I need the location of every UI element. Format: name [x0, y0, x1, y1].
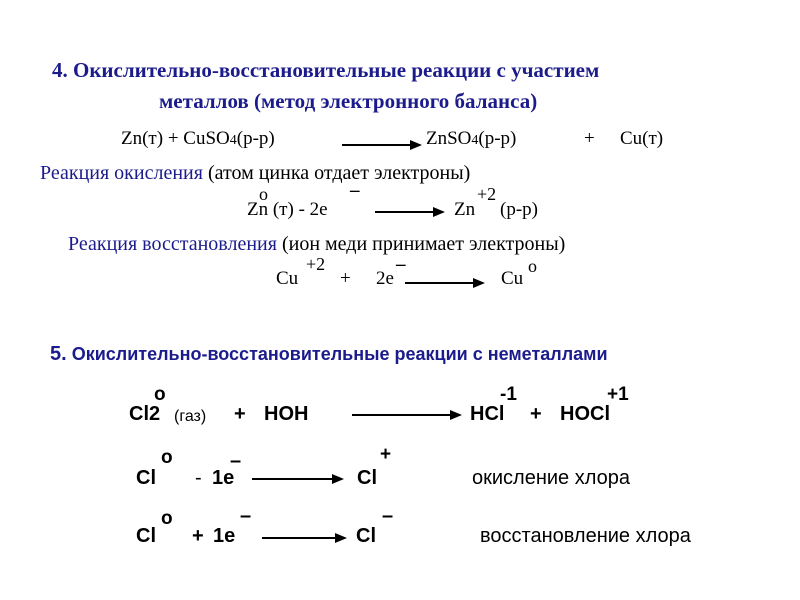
reduction-arrow: [405, 278, 485, 288]
reduction-note: (ион меди принимает электроны): [276, 233, 566, 255]
cl-ox-product: Cl: [357, 467, 377, 489]
electron-bar-4: –: [240, 505, 252, 527]
cl2-note: (газ): [174, 408, 207, 425]
cl-red-plus: +: [192, 525, 204, 547]
section5-number: 5.: [50, 343, 67, 365]
reduction-electrons: 2e: [376, 268, 394, 289]
oxidation-arrow: [375, 207, 445, 217]
electron-bar-3: –: [230, 450, 242, 472]
cl-ox-comment: окисление хлора: [472, 467, 630, 489]
electron-bar-2: –: [396, 254, 406, 275]
cl-ox-charge: o: [161, 447, 173, 468]
cu-product-charge: o: [528, 256, 537, 276]
cl2-formula: Cl2: [129, 403, 161, 425]
cuso4-subscript: 4: [229, 133, 237, 148]
reaction-arrow: [342, 140, 422, 150]
zn-product: Zn: [454, 199, 476, 220]
hcl-charge: -1: [500, 384, 517, 405]
cl-red-product: Cl: [356, 525, 376, 547]
znso4-state: (р-р): [478, 128, 517, 149]
reaction-plus-1: +: [234, 403, 246, 425]
reduction-plus: +: [340, 268, 351, 289]
electron-bar-1: –: [350, 180, 360, 201]
zn-charge: o: [259, 184, 268, 204]
cl-ox-minus: -: [195, 467, 202, 489]
main-equation-plus: +: [584, 128, 595, 149]
oxidation-label: Реакция окисления: [40, 162, 203, 184]
cl-red-product-charge: –: [382, 505, 394, 527]
zn-oxidation-left: Zn (т) - 2e: [247, 199, 328, 220]
cl-ox-formula: Cl: [136, 467, 156, 489]
znso4-formula: ZnSO: [426, 128, 472, 149]
cl-oxidation-arrow: [252, 474, 344, 484]
cu-ion: Cu: [276, 268, 299, 289]
cuso4-state: (р-р): [236, 128, 275, 149]
section5-title: [50, 343, 608, 366]
hocl-charge: +1: [607, 384, 629, 405]
znso4-subscript: 4: [471, 133, 479, 148]
reaction-plus-2: +: [530, 403, 542, 425]
main-equation-reactants: Zn(т) + CuSO: [121, 128, 230, 149]
section4-title-line2: металлов (метод электронного баланса): [159, 89, 538, 113]
zn-product-state: (р-р): [500, 199, 538, 220]
section5-title-text: Окислительно-восстановительные реакции с неметаллами: [66, 344, 608, 364]
main-equation-left: [121, 128, 275, 150]
cl2-charge: o: [154, 384, 166, 405]
cl-reduction-arrow: [262, 533, 347, 543]
main-equation-product2: Cu(т): [620, 128, 664, 149]
cu-ion-charge: +2: [306, 254, 326, 274]
zn-product-charge: +2: [477, 184, 497, 204]
cl-ox-electrons: 1e: [212, 467, 235, 489]
reduction-header: [68, 233, 565, 256]
oxidation-note: (атом цинка отдает электроны): [202, 162, 471, 184]
main-equation-product1: [426, 128, 516, 150]
cl-red-comment: восстановление хлора: [480, 525, 691, 547]
cl-red-charge: o: [161, 508, 173, 529]
cu-product: Cu: [501, 268, 524, 289]
cl-red-formula: Cl: [136, 525, 156, 547]
reduction-label: Реакция восстановления: [68, 233, 277, 255]
hydrolysis-arrow: [352, 410, 462, 420]
hcl-formula: HCl: [470, 403, 505, 425]
cl-ox-product-charge: +: [380, 444, 392, 465]
cl-red-electrons: 1e: [213, 525, 236, 547]
oxidation-header: [40, 162, 470, 185]
section4-title-line1: 4. Окислительно-восстановительные реакции с участием: [52, 58, 600, 82]
hoh-formula: HOH: [264, 403, 309, 425]
hocl-formula: HOCl: [560, 403, 610, 425]
